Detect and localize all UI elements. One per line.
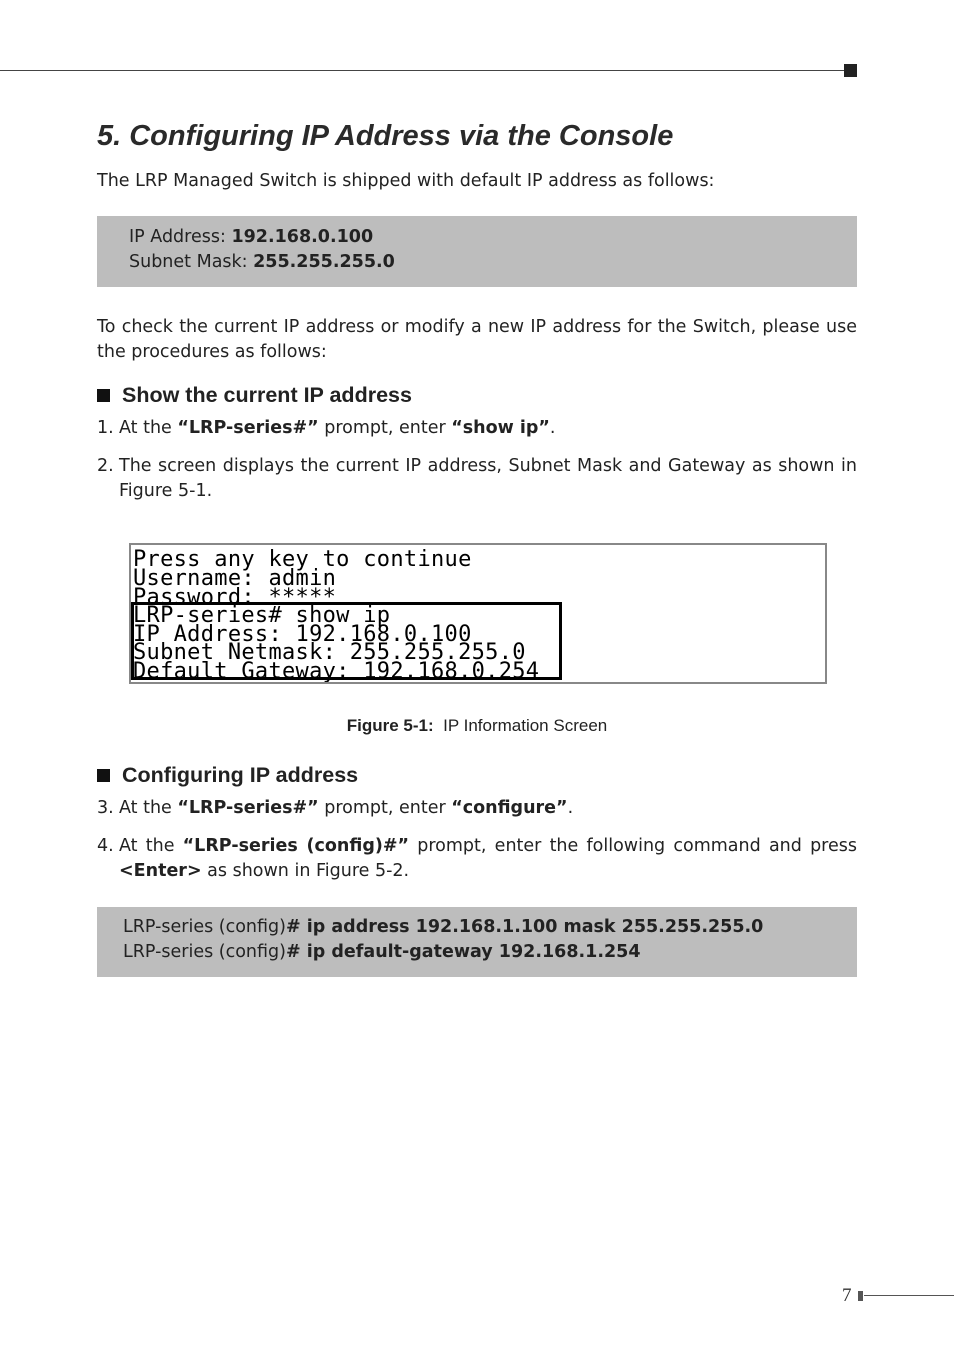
command-name: “show ip” xyxy=(451,418,550,438)
step-text xyxy=(97,834,857,884)
step-text xyxy=(97,796,857,821)
console-line: Default Gateway: 192.168.0.254 xyxy=(133,659,540,684)
header-rule xyxy=(0,70,848,71)
command-prompt: LRP-series (config) xyxy=(123,917,286,937)
step-text-part: prompt, enter xyxy=(318,798,452,818)
footer-rule xyxy=(864,1295,954,1296)
command-box xyxy=(97,907,857,977)
console-screenshot xyxy=(129,543,827,684)
command-prompt: LRP-series (config) xyxy=(123,942,286,962)
prompt-name: “LRP-series#” xyxy=(177,418,319,438)
step-text-part: prompt, enter xyxy=(318,418,452,438)
figure-caption xyxy=(0,716,954,736)
default-ip-line xyxy=(129,227,373,247)
page-title: 5. Configuring IP Address via the Console xyxy=(97,120,674,152)
mask-value: 255.255.255.0 xyxy=(253,252,395,272)
command-text: # ip address 192.168.1.100 mask 255.255.255.0 xyxy=(286,917,764,937)
console-line: Subnet Netmask: 255.255.255.0 xyxy=(133,640,526,665)
step-text-part: At the xyxy=(119,798,178,818)
step-text-part: At the xyxy=(119,418,178,438)
step-text xyxy=(97,416,857,441)
default-mask-line xyxy=(129,252,395,272)
step-text-part: as shown in Figure 5-2. xyxy=(201,861,410,881)
step-4 xyxy=(97,834,857,884)
page-number: 7 xyxy=(842,1285,852,1306)
console-line: IP Address: 192.168.0.100 xyxy=(133,622,472,647)
prompt-name: “LRP-series#” xyxy=(177,798,319,818)
section-heading-text: Configuring IP address xyxy=(122,763,359,787)
footer-marker xyxy=(858,1291,863,1301)
step-number: 4. xyxy=(97,836,114,856)
command-line xyxy=(123,942,641,962)
step-3 xyxy=(97,796,857,821)
intro-paragraph: The LRP Managed Switch is shipped with default IP address as follows: xyxy=(97,171,715,191)
console-line: Press any key to continue xyxy=(133,547,472,572)
key-name: <Enter> xyxy=(119,861,202,881)
console-line: LRP-series# show ip xyxy=(133,603,391,628)
command-name: “configure” xyxy=(451,798,568,818)
step-1 xyxy=(97,416,857,441)
step-number: 3. xyxy=(97,798,114,818)
square-bullet-icon xyxy=(97,389,110,402)
step-2 xyxy=(97,454,857,504)
mask-label: Subnet Mask: xyxy=(129,252,254,272)
square-bullet-icon xyxy=(97,769,110,782)
header-square-marker xyxy=(844,64,857,77)
step-number: 2. xyxy=(97,456,114,476)
figure-text: IP Information Screen xyxy=(433,716,608,735)
console-line: Username: admin xyxy=(133,566,337,591)
ip-label: IP Address: xyxy=(129,227,232,247)
step-text-part: . xyxy=(549,418,556,438)
step-text-part: At the xyxy=(119,836,183,856)
check-paragraph: To check the current IP address or modify a new IP address for the Switch, please use the procedures as follows: xyxy=(97,317,857,362)
command-line xyxy=(123,917,763,937)
default-ip-box xyxy=(97,216,857,287)
console-highlight-box xyxy=(131,602,562,684)
section-heading-configure-ip xyxy=(97,763,358,788)
command-text: # ip default-gateway 192.168.1.254 xyxy=(286,942,641,962)
ip-value: 192.168.0.100 xyxy=(231,227,374,247)
console-line: Password: ***** xyxy=(133,585,337,610)
prompt-name: “LRP-series (config)#” xyxy=(182,836,410,856)
section-heading-show-ip xyxy=(97,383,412,408)
step-text-part: prompt, enter the following command and press xyxy=(409,836,857,856)
step-text-part: . xyxy=(567,798,574,818)
figure-label: Figure 5-1: xyxy=(346,716,434,735)
step-number: 1. xyxy=(97,418,114,438)
section-heading-text: Show the current IP address xyxy=(122,383,412,407)
step-text: The screen displays the current IP address, Subnet Mask and Gateway as shown in Figure 5-1. xyxy=(119,456,857,501)
